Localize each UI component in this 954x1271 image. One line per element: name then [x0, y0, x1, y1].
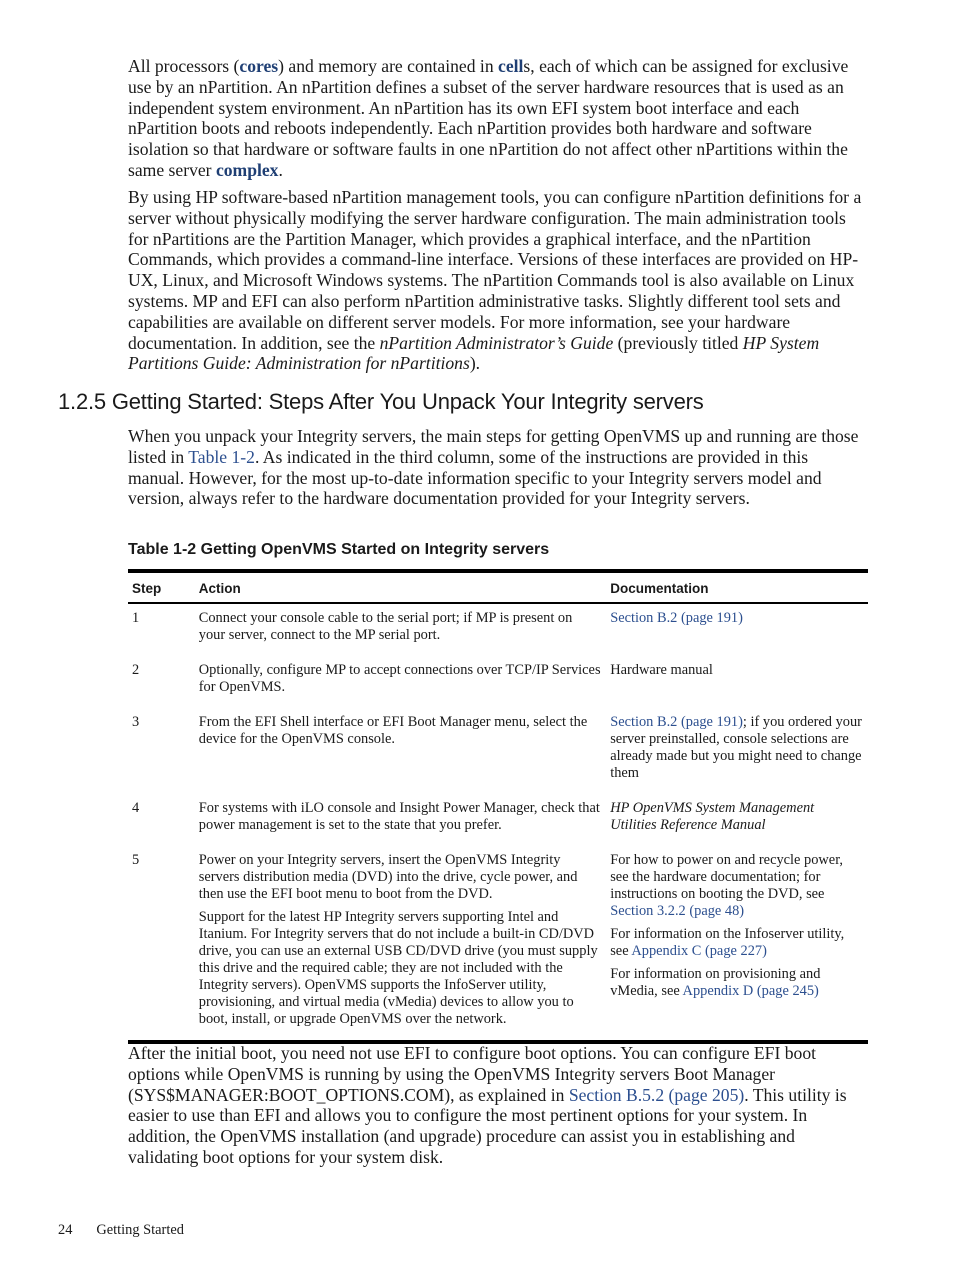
table-row — [128, 603, 868, 656]
step-action: Connect your console cable to the serial port; if MP is present on your server, connect to the MP serial port. — [198, 610, 573, 643]
doc-link[interactable]: Appendix D (page 245) — [682, 983, 819, 999]
book-title: HP System Partitions Guide: Administration for nPartitions — [128, 332, 820, 374]
page-footer — [58, 1222, 208, 1239]
table-row — [128, 846, 868, 1042]
doc-text: ; if you ordered your server preinstalled, console selections are already made but you might need to change them — [610, 714, 862, 781]
step-number: 3 — [132, 714, 140, 730]
text-run: s, each of which can be assigned for exclusive use by an nPartition. An nPartition defines a subset of the server hardware resources that is used as an independent system environment. An nPartition has its own EFI system boot interface and each nPartition boots and reboots independently. Each nPartition provides both hardware and software isolation so that hardware or software faults in one nPartition do not affect other nPartitions within the same server — [128, 56, 849, 180]
step-action: Optionally, configure MP to accept connections over TCP/IP Services for OpenVMS. — [198, 662, 601, 695]
doc-link[interactable]: Section B.2 (page 191) — [610, 610, 743, 626]
steps-table — [128, 569, 868, 1044]
glossary-term-cores[interactable]: cores — [239, 56, 279, 76]
doc-link[interactable]: Section B.2 (page 191) — [610, 714, 743, 730]
step-action: For systems with iLO console and Insight Power Manager, check that power management is set to the state that you prefer. — [198, 800, 600, 833]
step-number: 4 — [132, 800, 140, 816]
action-paragraph: Support for the latest HP Integrity servers supporting Intel and Itanium. For Integrity servers that do not include a built-in CD/DVD drive, you can use an external USB CD/DVD drive (you must supply this drive and the required cable; they are not included with the Integrity servers). OpenVMS supports the InfoServer utility, provisioning, and virtual media (vMedia) devices to allow you to boot, install, or upgrade OpenVMS over the network. — [198, 909, 598, 1027]
step-documentation — [606, 708, 868, 794]
step-number: 1 — [132, 610, 140, 626]
doc-text: For how to power on and recycle power, see the hardware documentation; for instructions on booting the DVD, see — [610, 852, 844, 902]
section-heading: 1.2.5 Getting Started: Steps After You Unpack Your Integrity servers — [58, 389, 704, 414]
text-run: By using HP software-based nPartition management tools, you can configure nPartition definitions for a server without physically modifying the server hardware configuration. The main administration tools for nPartitions are the Partition Manager, which provides a graphical interface, and the nPartition Commands, which provides a command-line interface. Versions of these interfaces are provided on HP-UX, Linux, and Microsoft Windows systems. The nPartition Commands tool is also available on Linux systems. MP and EFI can also perform nPartition administrative tasks. Slightly different tool sets and capabilities are available on different server models. For more information, see your hardware documentation. In addition, see the — [128, 187, 862, 353]
table-title: Table 1-2 Getting OpenVMS Started on Integrity servers — [128, 541, 550, 558]
step-action: From the EFI Shell interface or EFI Boot Manager menu, select the device for the OpenVMS console. — [198, 714, 588, 747]
text-run: ). — [469, 353, 481, 374]
text-run: After the initial boot, you need not use EFI to configure boot options. You can configure EFI boot options while OpenVMS is running by using the OpenVMS Integrity servers Boot Manager (SYS$MANAGER:BOOT_OPTIONS.COM), as explained in — [128, 1043, 817, 1105]
glossary-term-cell[interactable]: cell — [498, 56, 524, 76]
chapter-name: Getting Started — [96, 1222, 184, 1238]
section-b52-link[interactable]: Section B.5.2 (page 205) — [568, 1084, 745, 1105]
step-documentation: Hardware manual — [610, 662, 713, 678]
header-step: Step — [128, 571, 195, 603]
closing-paragraph — [128, 1043, 868, 1168]
doc-link[interactable]: Section 3.2.2 (page 48) — [610, 903, 745, 919]
table-row — [128, 794, 868, 846]
text-run: . This utility is easier to use than EFI and allows you to configure the most pertinent options for your system. In addition, the OpenVMS installation (and upgrade) procedure can assist you in establishing and validating boot options for your system disk. — [128, 1084, 847, 1167]
text-run: All processors ( — [128, 56, 240, 76]
text-run: ) and memory are contained in — [278, 56, 499, 76]
table-row — [128, 656, 868, 708]
book-title: nPartition Administrator’s Guide — [379, 332, 614, 353]
table-header-row — [128, 571, 868, 603]
step-documentation — [606, 603, 868, 656]
step-number: 5 — [132, 852, 140, 868]
section-paragraph — [128, 426, 868, 509]
step-action — [195, 846, 606, 1042]
text-run: (previously titled — [613, 332, 743, 353]
table-row — [128, 708, 868, 794]
intro-paragraph-2 — [128, 187, 868, 374]
page-number: 24 — [58, 1222, 73, 1238]
intro-paragraph-1 — [128, 56, 868, 181]
header-action: Action — [195, 571, 606, 603]
text-run: . As indicated in the third column, some of the instructions are provided in this manual. However, for the most up-to-date information specific to your Integrity servers model and version, always refer to the hardware documentation provided for your Integrity servers. — [128, 446, 822, 509]
doc-text: For information on provisioning and vMedia, see — [610, 966, 821, 999]
action-paragraph: Power on your Integrity servers, insert the OpenVMS Integrity servers distribution media (DVD) into the drive, cycle power, and then use the EFI boot menu to boot from the DVD. — [198, 852, 578, 902]
header-documentation: Documentation — [606, 571, 868, 603]
doc-paragraph — [610, 966, 864, 1000]
table-1-2-link[interactable]: Table 1-2 — [188, 446, 255, 467]
doc-link[interactable]: Appendix C (page 227) — [631, 943, 767, 959]
step-documentation — [606, 794, 868, 846]
step-number: 2 — [132, 662, 140, 678]
doc-book-title: HP OpenVMS System Management Utilities Reference Manual — [610, 800, 815, 833]
doc-text: For information on the Infoserver utility, see — [610, 926, 845, 959]
text-run: . — [278, 159, 283, 180]
text-run: When you unpack your Integrity servers, the main steps for getting OpenVMS up and running are those listed in — [128, 426, 859, 467]
doc-paragraph — [610, 852, 864, 920]
glossary-term-complex[interactable]: complex — [215, 159, 279, 180]
doc-paragraph — [610, 926, 864, 960]
step-documentation — [606, 846, 868, 1042]
